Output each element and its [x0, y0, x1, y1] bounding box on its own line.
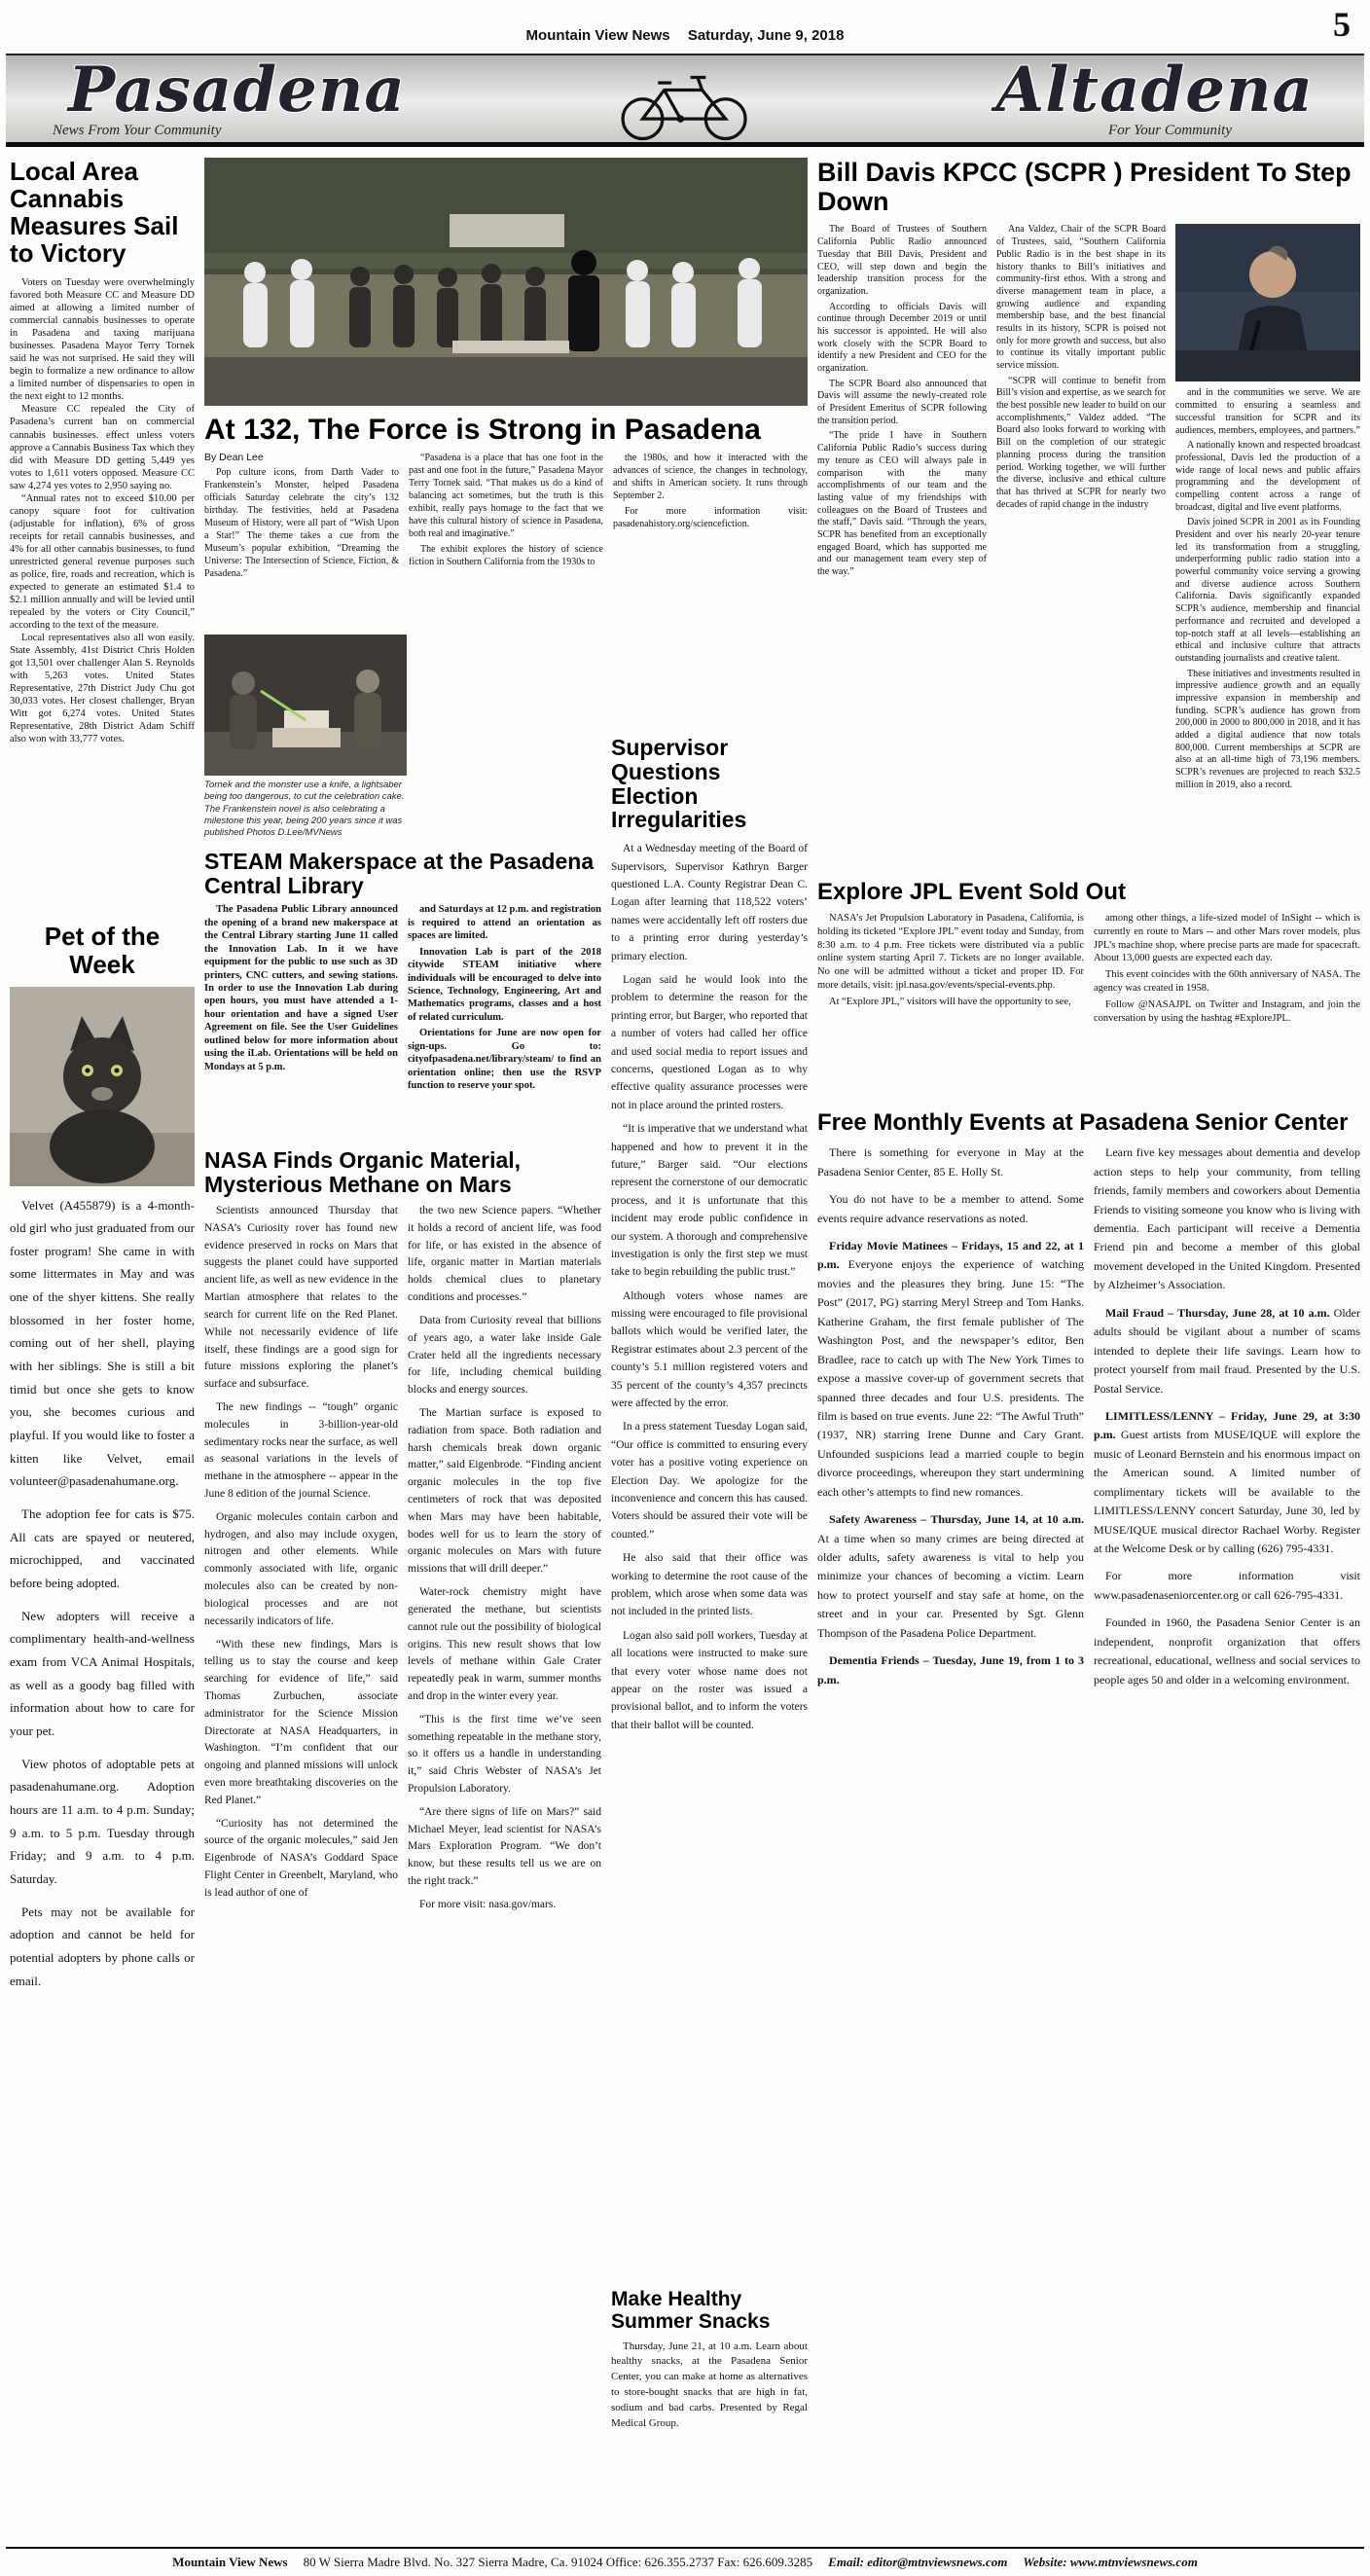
jpl-col-1	[817, 912, 1084, 1105]
paragraph: Ana Valdez, Chair of the SCPR Board of Trustees, said, “Southern California Public Radio is in the best shape in its history thanks to Bill’s initiatives and community-first ethos. With a strong and diverse management team in place, a growing audience and expanding membership base, and the best financial results in its history, SCPR is poised not only for more growth and success, but also to continue its vitally important public service mission.	[996, 224, 1166, 372]
byline: By Dean Lee	[204, 452, 264, 463]
paragraph: At “Explore JPL,” visitors will have the opportunity to see,	[829, 997, 1071, 1008]
paragraph: Velvet (A455879) is a 4-month-old girl who just graduated from our foster program! She came in with some littermates in May and was one of the shyer kittens. She really blossomed in her foster home, coming out of her shell, playing with her siblings. She is still a bit timid but once she gets to know you, she becomes curious and playful. If you would like to foster a kitten like Velvet, email volunteer@pasadenahumane.org.	[10, 1197, 195, 1489]
jpl-headline: Explore JPL Event Sold Out	[817, 879, 1126, 906]
paragraph: For more visit: nasa.gov/mars.	[419, 1898, 557, 1910]
paragraph: “SCPR will continue to benefit from Bill’s vision and expertise, as we search for the best possible new leader to build on our accomplishments,” Valdez added. “The Board also looks forward to working with Bill on the completion of our strategic planning process during the transition period. Working together, we will further the diverse, inclusive and ethical culture that has thrived at SCPR for nearly two decades of rapid change in the industry	[996, 375, 1166, 510]
paragraph: LIMITLESS/LENNY – Friday, June 29, at 3:30 p.m. Guest artists from MUSE/IQUE will explore the music of Leonard Bernstein and his enormous impact on the American sound. A limited number of complimentary tickets will be available to the LIMITLESS/LENNY concert Saturday, June 30, led by MUSE/IQUE musical director Rachael Worby. Register at the Welcome Desk or by calling (626) 795-4331.	[1094, 1408, 1360, 1555]
paragraph: “With these new findings, Mars is telling us to stay the course and keep searching for evidence of life,” said Thomas Zurbuchen, associate administrator for the Science Mission Directorate at NASA Headquarters, in Washington. “I’m confident that our ongoing and planned missions will unlock even more breathtaking discoveries on the Red Planet.”	[204, 1638, 398, 1806]
paragraph: The adoption fee for cats is $75. All cats are spayed or neutered, microchipped, and vaccinated before being adopted.	[10, 1506, 195, 1590]
paragraph: NASA’s Jet Propulsion Laboratory in Pasadena, California, is holding its ticketed “Explore JPL” event today and Sunday, from 8:30 a.m. to 4 p.m. Free tickets were distributed via a public online system starting April 7. Tickets are no longer available. No one will be admitted without a ticket and proper ID. For more details, visit: jpl.nasa.gov/events/special-events.php.	[817, 912, 1084, 992]
paragraph: Organic molecules contain carbon and hydrogen, and also may include oxygen, nitrogen and other elements. While commonly associated with life, organic molecules also can be created by non-biological processes and are not necessarily indicators of life.	[204, 1510, 398, 1627]
footer-email: Email: editor@mtnviewsnews.com	[828, 2555, 1008, 2569]
steam-col-1	[204, 903, 398, 1141]
steam-article-columns	[204, 903, 601, 1141]
paragraph: “Are there signs of life on Mars?” said Michael Meyer, lead scientist for NASA’s Mars Exploration Program. “We don’t know, but these results tell us we are on the right track.”	[408, 1805, 601, 1888]
right-column	[817, 158, 1360, 2537]
paragraph: Friday Movie Matinees – Fridays, 15 and 22, at 1 p.m. Everyone enjoys the experience of watching movies and the pleasures they bring. June 15: “The Post” (2017, PG) starring Meryl Streep and Tom Hanks. Katherine Graham, the first female publisher of The Washington Post, and the newspaper’s editor, Ben Bradlee, race to catch up with The New York Times to expose a massive cover-up of government secrets that spanned three decades and four U.S. presidents. The film is based on true events. June 22: “The Awful Truth” (1937, NR) starring Irene Dunne and Cary Grant. Unfounded suspicions lead a married couple to begin divorce proceedings, whereupon they start undermining each other’s attempts to find new romances.	[817, 1239, 1084, 1499]
cake-photo-caption: Tornek and the monster use a knife, a lightsaber being too dangerous, to cut the celebration cake. The Frankenstein novel is also celebrating a milestone this year, being 200 years since it was published Photos D.Lee/MVNews	[204, 780, 405, 839]
nasa-col-2	[408, 1203, 601, 2537]
paragraph: Mail Fraud – Thursday, June 28, at 10 a.m. Older adults should be vigilant about a number of scams intended to deplete their life savings. Learn how to protect yourself from mail fraud. Presented by the U.S. Postal Service.	[1094, 1305, 1360, 1396]
paragraph: Pets may not be available for adoption and cannot be held for potential adopters by phone calls or email.	[10, 1904, 195, 1988]
senior-col-1	[817, 1143, 1084, 2496]
davis-article-columns	[817, 224, 1360, 868]
paragraph: He also said that their office was working to determine the root cause of the problem, which arose when some data was not included in the printed lists.	[611, 1552, 808, 1618]
paragraph: “The pride I have in Southern California Public Radio’s success during my tenure as CEO will always pale in comparison with the many accomplishments of our team and the lasting value of my friendships with colleagues on the Board of Trustees and the staff,” Davis said. “Through the years, SCPR has benefited from an exceptionally engaged Board, which has supported me and our management team every step of the way.”	[817, 430, 987, 578]
footer-website: Website: www.mtnviewsnews.com	[1023, 2555, 1198, 2569]
paragraph: For more information visit: pasadenahistory.org/sciencefiction.	[613, 506, 808, 529]
paragraph: Pop culture icons, from Darth Vader to Frankenstein’s Monster, helped Pasadena officials Saturday celebrate the city’s 132 birthday. The festivities, held at Pasadena Museum of History, were all part of “Wish Upon a Star!” The theme takes a cue from the Museum’s popular exhibition, “Dreaming the Universe: The Intersection of Science, Fiction, & Pasadena.”	[204, 467, 399, 579]
paragraph: Although voters whose names are missing were encouraged to file provisional ballots which would be verified later, the Registrar estimates about 2.3 percent of the county’s 5.1 million registered voters and 35 percent of the county’s 4,357 precincts were affected by the error.	[611, 1289, 808, 1410]
paragraph: There is something for everyone in May at the Pasadena Senior Center, 85 E. Holly St.	[817, 1145, 1084, 1179]
paragraph: Founded in 1960, the Pasadena Senior Center is an independent, nonprofit organization that offers recreational, educational, wellness and social services to people ages 50 and older in a welcoming environment.	[1094, 1615, 1360, 1687]
paragraph: “Curiosity has not determined the source of the organic molecules,” said Jen Eigenbrode of NASA’s Goddard Space Flight Center in Greenbelt, Maryland, who is lead author of one of	[204, 1817, 398, 1899]
paragraph: According to officials Davis will continue through December 2019 or until his successor is appointed. He will also work closely with the SCPR Board to identify a new President and CEO for the organization.	[817, 301, 987, 375]
davis-col-1	[817, 224, 987, 868]
paragraph: Davis joined SCPR in 2001 as its Founding President and over his nearly 20-year tenure led its transformation from a struggling, underperforming public radio station into a powerful community voice serving a growing and diverse audience across Southern California. Davis significantly expanded SCPR’s audience, membership and financial performance and recruited and developed a top-notch staff at all levels—establishing an ethical and inclusive culture that attracts outstanding journalists and creative talent.	[1175, 517, 1360, 664]
paragraph: “This is the first time we’ve seen something repeatable in the methane story, so it offers us a handle in understanding it,” said Chris Webster of NASA’s Jet Propulsion Laboratory.	[408, 1713, 601, 1796]
paragraph: The new findings -- “tough” organic molecules in 3-billion-year-old sedimentary rocks near the surface, as well as seasonal variations in the levels of methane in the atmosphere -- appear in the June 8 edition of the journal Science.	[204, 1400, 398, 1501]
paragraph: At a Wednesday meeting of the Board of Supervisors, Supervisor Kathryn Barger questioned L.A. County Registrar Dean C. Logan after learning that 118,522 voters’ names were accidentally left off rosters due to a printing error during yesterday’s primary election.	[611, 843, 808, 962]
force-col-1-text	[204, 466, 399, 580]
paragraph: “Annual rates not to exceed $10.00 per canopy square foot for cultivation (adjustable for inflation), 6% of gross receipts for retail cannabis businesses, and 4% for all other cannabis businesses, to fund unrestricted general revenue purposes such as police, fire, roads and recreation, which is expected to generate an estimated $1.4 to $2.1 million annually and will be levied until repealed by the voters or City Council,” according to the text of the measure.	[10, 492, 195, 631]
bicycle-icon	[607, 59, 763, 145]
paragraph: The Board of Trustees of Southern California Public Radio announced Tuesday that Bill Davis, President and CEO, will step down and begin the leadership transition process for the organization.	[817, 224, 987, 297]
paragraph: Logan also said poll workers, Tuesday at all locations were instructed to make sure that every voter whose name does not appear on the roster was issued a provisional ballot, and to inform the voters that their ballot will be counted.	[611, 1629, 808, 1731]
footer-newspaper-name: Mountain View News	[172, 2555, 288, 2569]
paragraph: Innovation Lab is part of the 2018 citywide STEAM initiative where individuals will be encouraged to delve into Science, Technology, Engineering, Art and Mathematics programs, classes and a host of related curriculum.	[408, 946, 601, 1023]
left-column	[10, 158, 195, 2537]
force-col-2	[409, 452, 603, 635]
nasa-article-columns	[204, 1203, 601, 2537]
nasa-headline: NASA Finds Organic Material, Mysterious Methane on Mars	[204, 1147, 522, 1198]
snacks-body	[611, 2340, 808, 2433]
paragraph: Follow @NASAJPL on Twitter and Instagram, and join the conversation by using the hashtag #ExploreJPL.	[1094, 999, 1360, 1024]
force-headline: At 132, The Force is Strong in Pasadena	[204, 414, 761, 446]
paragraph: The Martian surface is exposed to radiation from space. Both radiation and harsh chemicals break down organic matter,” said Eigenbrode. “Finding ancient organic molecules in the top five centimeters of rock that was deposited when Mars may have been habitable, bodes well for us to learn the story of organic molecules on Mars with future missions that will drill deeper.”	[408, 1406, 601, 1576]
jpl-col-2	[1094, 912, 1360, 1105]
paragraph: The SCPR Board also announced that Davis will assume the newly-created role of President Emeritus of SCPR following the transition period.	[817, 378, 987, 426]
paragraph: Voters on Tuesday were overwhelmingly favored both Measure CC and Measure DD aimed at allowing a limited number of commercial cannabis businesses to operate in Pasadena and taxing marijuana businesses. Pasadena Mayor Terry Tornek said he was not surprised. He said they will begin to formalize a new ordinance to allow a limited number of dispensaries to open in the next eight to 12 months.	[10, 277, 195, 403]
paragraph: Dementia Friends – Tuesday, June 19, from 1 to 3 p.m.	[817, 1653, 1084, 1687]
paragraph: and in the communities we serve. We are committed to ensuring a seamless and successful transition for SCPR and its audiences, members, employees, and partners.”	[1175, 387, 1360, 436]
force-article-columns	[204, 452, 808, 635]
paragraph: Learn five key messages about dementia and develop action steps to help your community, from telling friends, family members and coworkers about Dementia Friends to visiting someone you know who is living with dementia. Each participant will receive a Dementia Friend pin and become a member of this global movement developed in the United Kingdom. Presented by Alzheimer’s Association.	[1094, 1145, 1360, 1292]
paragraph: “It is imperative that we understand what happened and how to prevent it in the future,” Barger said. “Our elections represent the cornerstone of our democratic process, and it is unfortunate that this incident may erode public confidence in our system. A thorough and comprehensive investigation is only the first step we must take to begin rebuilding the public trust.”	[611, 1123, 808, 1279]
force-col-3	[613, 452, 808, 635]
senior-col-2	[1094, 1143, 1360, 2496]
cannabis-headline: Local Area Cannabis Measures Sail to Victory	[10, 158, 179, 269]
group-photo	[204, 158, 808, 406]
paragraph: Local representatives also all won easily. State Assembly, 41st District Chris Holden got 13,501 over challenger Alan S. Reynolds with 5,263 votes. United States Representative, 27th District Judy Chu got 30,033 votes. Her closest challenger, Bryan Witt got 6,274 votes. United States Representative, 28th District Adam Schiff also won with 33,777 votes.	[10, 632, 195, 744]
davis-photo	[1175, 224, 1360, 381]
page-header	[0, 27, 1370, 44]
jpl-article-columns	[817, 912, 1360, 1105]
davis-col-3	[1175, 224, 1360, 868]
tagline-left: News From Your Community	[53, 123, 222, 138]
paragraph: Logan said he would look into the problem to determine the reason for the printing error, but Barger, who reported that a number of voters had called her office and used social media to report issues and concerns, questioned Logan as to why effective quality assurance processes were not in place around the printed rosters.	[611, 974, 808, 1111]
issue-date: Saturday, June 9, 2018	[687, 27, 845, 44]
supervisor-headline: Supervisor Questions Election Irregularities	[611, 735, 747, 833]
paragraph: “Pasadena is a place that has one foot in the past and one foot in the future,” Pasadena Mayor Terry Tornek said. “That makes us do a kind of balancing act sometimes, but the truth is this exhibit, really pays homage to the fact that we have this cultural history of science in Pasadena, both real and imaginative.”	[409, 453, 603, 539]
newspaper-name: Mountain View News	[525, 27, 670, 44]
tagline-right: For Your Community	[1108, 123, 1232, 138]
nasa-col-1	[204, 1203, 398, 2537]
cannabis-body	[10, 276, 195, 907]
paragraph: This event coincides with the 60th anniversary of NASA. The agency was created in 1958.	[1094, 969, 1360, 995]
paragraph: the 1980s, and how it interacted with the advances of science, the changes in technology, and shifts in American society. It runs through September 2.	[613, 453, 808, 501]
paragraph: Measure CC repealed the City of Pasadena’s current ban on commercial cannabis businesses. effect unless voters approve a Cannabis Business Tax which they did with Measure DD getting 5,449 yes votes to 1,611 voters opposed. Measure CC saw 4,274 yes votes to 2,950 saying no.	[10, 404, 195, 491]
paragraph: the two new Science papers. “Whether it holds a record of ancient life, was food for life, or has existed in the absence of life, organic matter in Martian materials holds chemical clues to planetary conditions and processes.”	[408, 1205, 601, 1304]
paragraph: The Pasadena Public Library announced the opening of a brand new makerspace at the Central Library starting June 11 called the Innovation Lab. In it we have equipment for the public to use such as 3D printers, CNC cutters, and sewing stations. In order to use the Innovation Lab during open hours, you must have attended a 1-hour orientation and have a signed User Agreement on file. See the User Guidelines outlined below for more information about using the iLab. Orientations will be held on Mondays at 5 p.m.	[204, 904, 398, 1072]
page-number: 5	[1333, 5, 1351, 44]
pet-of-week-body	[10, 1194, 195, 1993]
paragraph: Scientists announced Thursday that NASA’s Curiosity rover has found new evidence preserved in rocks on Mars that suggests the planet could have supported ancient life, as well as new evidence in the Martian atmosphere that relates to the search for current life on the Red Planet. While not necessarily evidence of life itself, these findings are a good sign for future missions exploring the planet’s surface and subsurface.	[204, 1205, 398, 1391]
paragraph: These initiatives and investments resulted in impressive audience growth and an equally impressive expansion in membership and funding. SCPR’s audience has grown from 200,000 in 2000 to 800,000 in 2018, and it has added a digital audience that now totals 800,000. Current memberships at SCPR are also at an all-time high of 73,196 members. SCPR’s revenues are projected to reach $32.5 million in 2019, also a record.	[1175, 668, 1360, 790]
cake-figure	[204, 635, 601, 840]
supervisor-body	[611, 840, 808, 2280]
page-footer	[6, 2547, 1364, 2570]
davis-col-2	[996, 224, 1166, 868]
footer-address: 80 W Sierra Madre Blvd. No. 327 Sierra Madre, Ca. 91024 Office: 626.355.2737 Fax: 626.609.3285	[303, 2555, 813, 2569]
paragraph: View photos of adoptable pets at pasadenahumane.org. Adoption hours are 11 a.m. to 4 p.m. Sunday; 9 a.m. to 5 p.m. Tuesday through Friday; and 9 a.m. to 4 p.m. Saturday.	[10, 1756, 195, 1886]
force-col-1	[204, 452, 399, 635]
paragraph: New adopters will receive a complimentary health-and-wellness exam from VCA Animal Hospitals, as well as a goody bag filled with information about how to care for your pet.	[10, 1608, 195, 1738]
senior-article-columns	[817, 1143, 1360, 2496]
paragraph: For more information visit www.pasadenaseniorcenter.org or call 626-795-4331.	[1094, 1569, 1360, 1602]
paragraph: among other things, a life-sized model of InSight -- which is currently en route to Mars -- and other Mars rover models, plus JPL’s machine shop, where precise parts are made for spacecraft. About 13,000 guests are expected each day.	[1094, 912, 1360, 964]
center-bottom-right	[611, 635, 808, 2537]
steam-headline: STEAM Makerspace at the Pasadena Central Library	[204, 848, 595, 898]
masthead	[6, 54, 1364, 147]
davis-headline: Bill Davis KPCC (SCPR ) President To Step Down	[817, 158, 1352, 217]
paragraph: Data from Curiosity reveal that billions of years ago, a water lake inside Gale Crater held all the ingredients necessary for life, including chemical building blocks and energy sources.	[408, 1314, 601, 1397]
cake-photo	[204, 635, 407, 776]
paragraph: and Saturdays at 12 p.m. and registration is required to attend an orientation as spaces are limited.	[408, 904, 601, 942]
center-bottom-left	[204, 635, 601, 2537]
davis-col-3-text	[1175, 387, 1360, 791]
paragraph: Orientations for June are now open for sign-ups. Go to: cityofpasadena.net/library/steam/ to find an orientation online; then use the RSVP function to reserve your spot.	[408, 1028, 601, 1092]
steam-col-2	[408, 903, 601, 1141]
senior-headline: Free Monthly Events at Pasadena Senior Center	[817, 1108, 1349, 1136]
center-column	[204, 158, 808, 2537]
snacks-headline: Make Healthy Summer Snacks	[611, 2288, 771, 2334]
paragraph: The exhibit explores the history of science fiction in Southern California from the 1930s to	[409, 544, 603, 567]
paragraph: A nationally known and respected broadcast professional, Davis led the production of a wide range of local news and public affairs programming and the development of compelling content across a range of broadcast, digital and live event platforms.	[1175, 440, 1360, 513]
cat-photo	[10, 987, 195, 1186]
masthead-title-pasadena: Pasadena	[68, 54, 406, 127]
paragraph: You do not have to be a member to attend. Some events require advance reservations as noted.	[817, 1192, 1084, 1225]
paragraph: In a press statement Tuesday Logan said, “Our office is committed to ensuring every voter has a positive voting experience on Election Day. We apologize for the inconvenience and concern this has caused. Voters should be assured their vote will be counted.”	[611, 1421, 808, 1541]
paragraph: Water-rock chemistry might have generated the methane, but scientists cannot rule out the possibility of biological origins. This new result shows that low levels of methane within Gale Crater repeatedly peak in warm, summer months and drop in the winter every year.	[408, 1586, 601, 1702]
paragraph: Thursday, June 21, at 10 a.m. Learn about healthy snacks, at the Pasadena Senior Center, you can make at home as alternatives to store-bought snacks that are high in fat, sodium and bad carbs. Presented by Regal Medical Group.	[611, 2340, 808, 2430]
paragraph: Safety Awareness – Thursday, June 14, at 10 a.m. At a time when so many crimes are being directed at older adults, safety awareness is vital to help you minimize your chances of becoming a victim. Learn how to protect yourself and stay safe at home, on the street and in your car. Presented by Sgt. Glenn Thompson of the Pasadena Police Department.	[817, 1512, 1084, 1640]
pet-of-week-headline: Pet of the Week	[44, 922, 161, 979]
masthead-title-altadena: Altadena	[995, 54, 1314, 127]
center-bottom-region	[204, 635, 808, 2537]
page-content	[10, 158, 1360, 2537]
